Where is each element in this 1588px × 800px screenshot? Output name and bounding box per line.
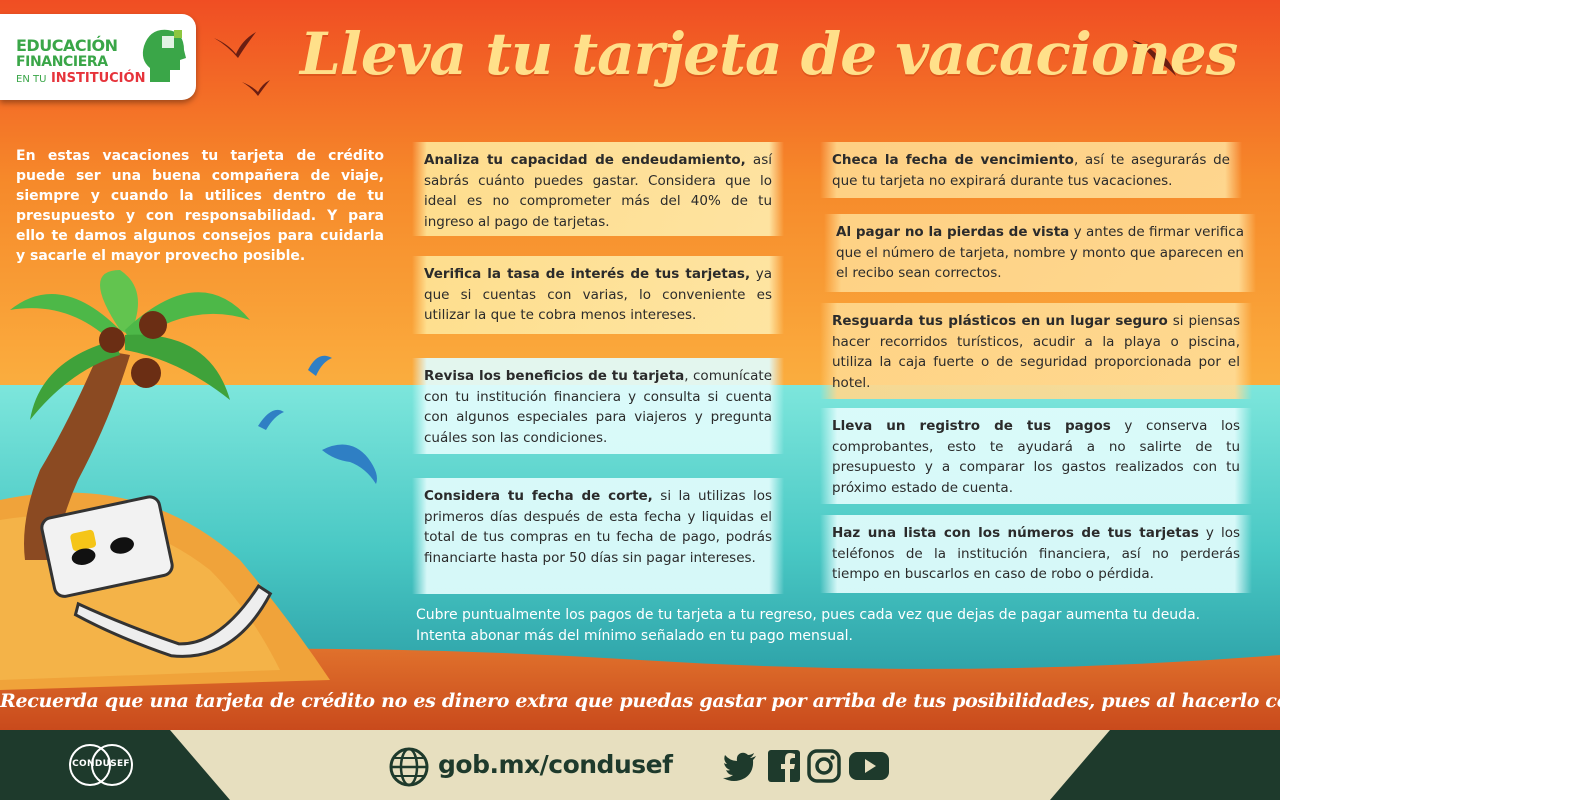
reminder-banner: Recuerda que una tarjeta de crédito no es dinero extra que puedas gastar por arriba de tus posibilidades, pues al hacerlo corres el riesgo de endeudarte. [0, 690, 1588, 712]
tip-bold: Verifica la tasa de interés de tus tarjetas, [424, 266, 751, 282]
educacion-financiera-logo [0, 14, 196, 100]
payment-advice-text: Cubre puntualmente los pagos de tu tarjeta a tu regreso, pues cada vez que dejas de pagar aumenta tu deuda. Intenta abonar más del mínimo señalado en tu pago mensual. [416, 607, 1201, 644]
tip-card [412, 142, 784, 236]
tip-bold: Haz una lista con los números de tus tarjetas [832, 525, 1199, 541]
tip-text: , así te asegurarás de que tu tarjeta no expirará durante tus vacaciones. [832, 152, 1230, 189]
tip-text: y antes de firmar verifica que el número de tarjeta, nombre y monto que aparecen en el recibo sean correctos. [836, 224, 1244, 281]
coconut [139, 311, 167, 339]
tip-card [412, 478, 784, 594]
tip-bold: Lleva un registro de tus pagos [832, 418, 1111, 434]
website-url: gob.mx/condusef [438, 750, 673, 779]
facebook-icon[interactable] [766, 748, 802, 784]
logo-line-3b: INSTITUCIÓN [50, 71, 146, 86]
tip-bold: Analiza tu capacidad de endeudamiento, [424, 152, 746, 168]
tip-card [820, 408, 1252, 504]
tip-card [820, 142, 1242, 198]
condusef-logo[interactable] [62, 742, 140, 788]
tip-bold: Resguarda tus plásticos en un lugar seguro [832, 313, 1168, 329]
intro-text: En estas vacaciones tu tarjeta de crédito puede ser una buena compañera de viaje, siempre y cuando la utilices dentro de tu presupuesto y con responsabilidad. Y para ello te damos algunos consejos para cuidarla y sacarle el mayor provecho posible. [16, 148, 384, 264]
coconut [131, 358, 161, 388]
website-link[interactable] [388, 746, 673, 786]
tip-text: y conserva los comprobantes, esto te ayudará a no salirte de tu presupuesto y a comparar los gastos realizados con tu próximo estado de cuenta. [832, 418, 1240, 496]
globe-icon [388, 746, 430, 788]
head-puzzle-icon [140, 24, 188, 88]
tip-text: y los teléfonos de la institución financiera, así no perderás tiempo en buscarlos en caso de robo o pérdida. [832, 525, 1241, 582]
logo-line-2: FINANCIERA [16, 54, 108, 70]
tip-bold: Checa la fecha de vencimiento [832, 152, 1074, 168]
tip-text: si la utilizas los primeros días después de esta fecha y liquidas el total de tus compras en tu fecha de pago, podrás financiarte hasta por 50 días sin pagar intereses. [424, 488, 773, 566]
tip-card [412, 358, 784, 454]
tip-card [820, 515, 1252, 593]
tip-bold: Al pagar no la pierdas de vista [836, 224, 1070, 240]
tip-text: así sabrás cuánto puedes gastar. Considera que lo ideal es no comprometer más del 40% de tu ingreso al pago de tarjetas. [424, 152, 772, 230]
tip-card [412, 256, 784, 334]
tip-bold: Revisa los beneficios de tu tarjeta [424, 368, 685, 384]
page-title: Lleva tu tarjeta de vacaciones [300, 20, 1238, 88]
tip-bold: Considera tu fecha de corte, [424, 488, 653, 504]
tip-text: , comunícate con tu institución financiera y consulta si cuenta con algunos especiales para viajeros y pregunta cuáles son las condiciones. [424, 368, 772, 446]
instagram-icon[interactable] [806, 748, 842, 784]
logo-line-3 [16, 71, 145, 86]
tip-card [820, 303, 1252, 399]
logo-line-3a: EN TU [16, 74, 47, 85]
tip-text: si piensas hacer recorridos turísticos, acudir a la playa o piscina, utiliza la caja fuerte o de seguridad proporcionada por el hotel. [832, 313, 1241, 391]
tip-text: ya que si cuentas con varias, lo conveniente es utilizar la que te cobra menos intereses. [424, 266, 772, 323]
twitter-icon[interactable] [722, 748, 758, 784]
tip-card [824, 214, 1256, 292]
youtube-icon[interactable] [848, 748, 890, 784]
logo-line-1: EDUCACIÓN [16, 36, 118, 55]
condusef-label: CONDUSEF [72, 759, 130, 769]
coconut [99, 327, 125, 353]
